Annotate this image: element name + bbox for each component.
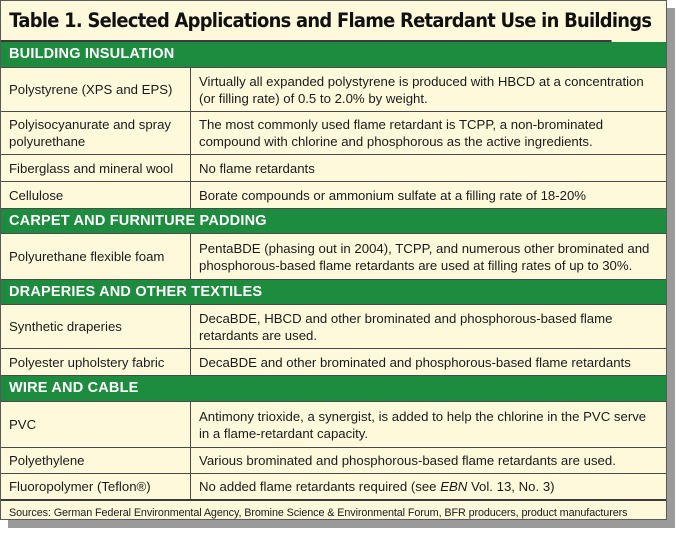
- application-cell: Fluoropolymer (Teflon®): [1, 474, 191, 499]
- use-cell: PentaBDE (phasing out in 2004), TCPP, and numerous other brominated and phosphorous-based flame retardants are used at filling rates of up to 30%.: [199, 240, 650, 273]
- section-heading-wire-cable: WIRE AND CABLE: [1, 376, 666, 402]
- section-heading-carpet-padding: CARPET AND FURNITURE PADDING: [1, 209, 666, 234]
- sources-note: Sources: German Federal Environmental Agency, Bromine Science & Environmental Forum, BFR producers, product manufacturers: [9, 507, 628, 519]
- use-cell: Borate compounds or ammonium sulfate at a filling rate of 18-20%: [199, 187, 587, 203]
- application-cell: Cellulose: [1, 182, 191, 208]
- use-cell: The most commonly used flame retardant is TCPP, a non-brominated compound with chlorine and phosphorous as the active ingredients.: [199, 117, 604, 149]
- ebn-reference: EBN: [440, 479, 468, 494]
- table-title: Table 1. Selected Applications and Flame Retardant Use in Buildings: [1, 1, 612, 42]
- table-row: [1, 349, 666, 376]
- use-cell: DecaBDE and other brominated and phosphorous-based flame retardants: [199, 354, 631, 370]
- application-cell: Synthetic draperies: [1, 305, 191, 348]
- table-row: [1, 305, 666, 349]
- application-cell: PVC: [1, 402, 191, 447]
- application-cell: Fiberglass and mineral wool: [1, 155, 191, 181]
- table-row: [1, 182, 666, 209]
- application-cell: Polyurethane flexible foam: [1, 234, 191, 279]
- use-cell: Virtually all expanded polystyrene is produced with HBCD at a concentration (or filling rate) of 0.5 to 2.0% by weight.: [199, 73, 644, 106]
- table-row: [1, 68, 666, 112]
- use-cell: DecaBDE, HBCD and other brominated and phosphorous-based flame retardants are used.: [199, 310, 613, 343]
- section-heading-building-insulation: BUILDING INSULATION: [1, 42, 666, 68]
- use-cell: No added flame retardants required (see EBN Vol. 13, No. 3): [199, 479, 555, 494]
- application-cell: Polyisocyanurate and spray polyurethane: [1, 112, 191, 154]
- table-row: [1, 234, 666, 280]
- table-row: [1, 448, 666, 474]
- application-cell: Polyethylene: [1, 448, 191, 473]
- table-row: [1, 155, 666, 182]
- table-row: [1, 474, 666, 501]
- application-cell: Polyester upholstery fabric: [1, 349, 191, 375]
- use-cell: Antimony trioxide, a synergist, is added to help the chlorine in the PVC serve in a flame-retardant capacity.: [199, 408, 647, 441]
- section-heading-draperies-textiles: DRAPERIES AND OTHER TEXTILES: [1, 280, 666, 305]
- use-cell: Various brominated and phosphorous-based flame retardants are used.: [199, 453, 616, 468]
- table-row: [1, 402, 666, 448]
- application-cell: Polystyrene (XPS and EPS): [1, 68, 191, 111]
- use-cell: No flame retardants: [199, 160, 315, 176]
- table-row: [1, 112, 666, 155]
